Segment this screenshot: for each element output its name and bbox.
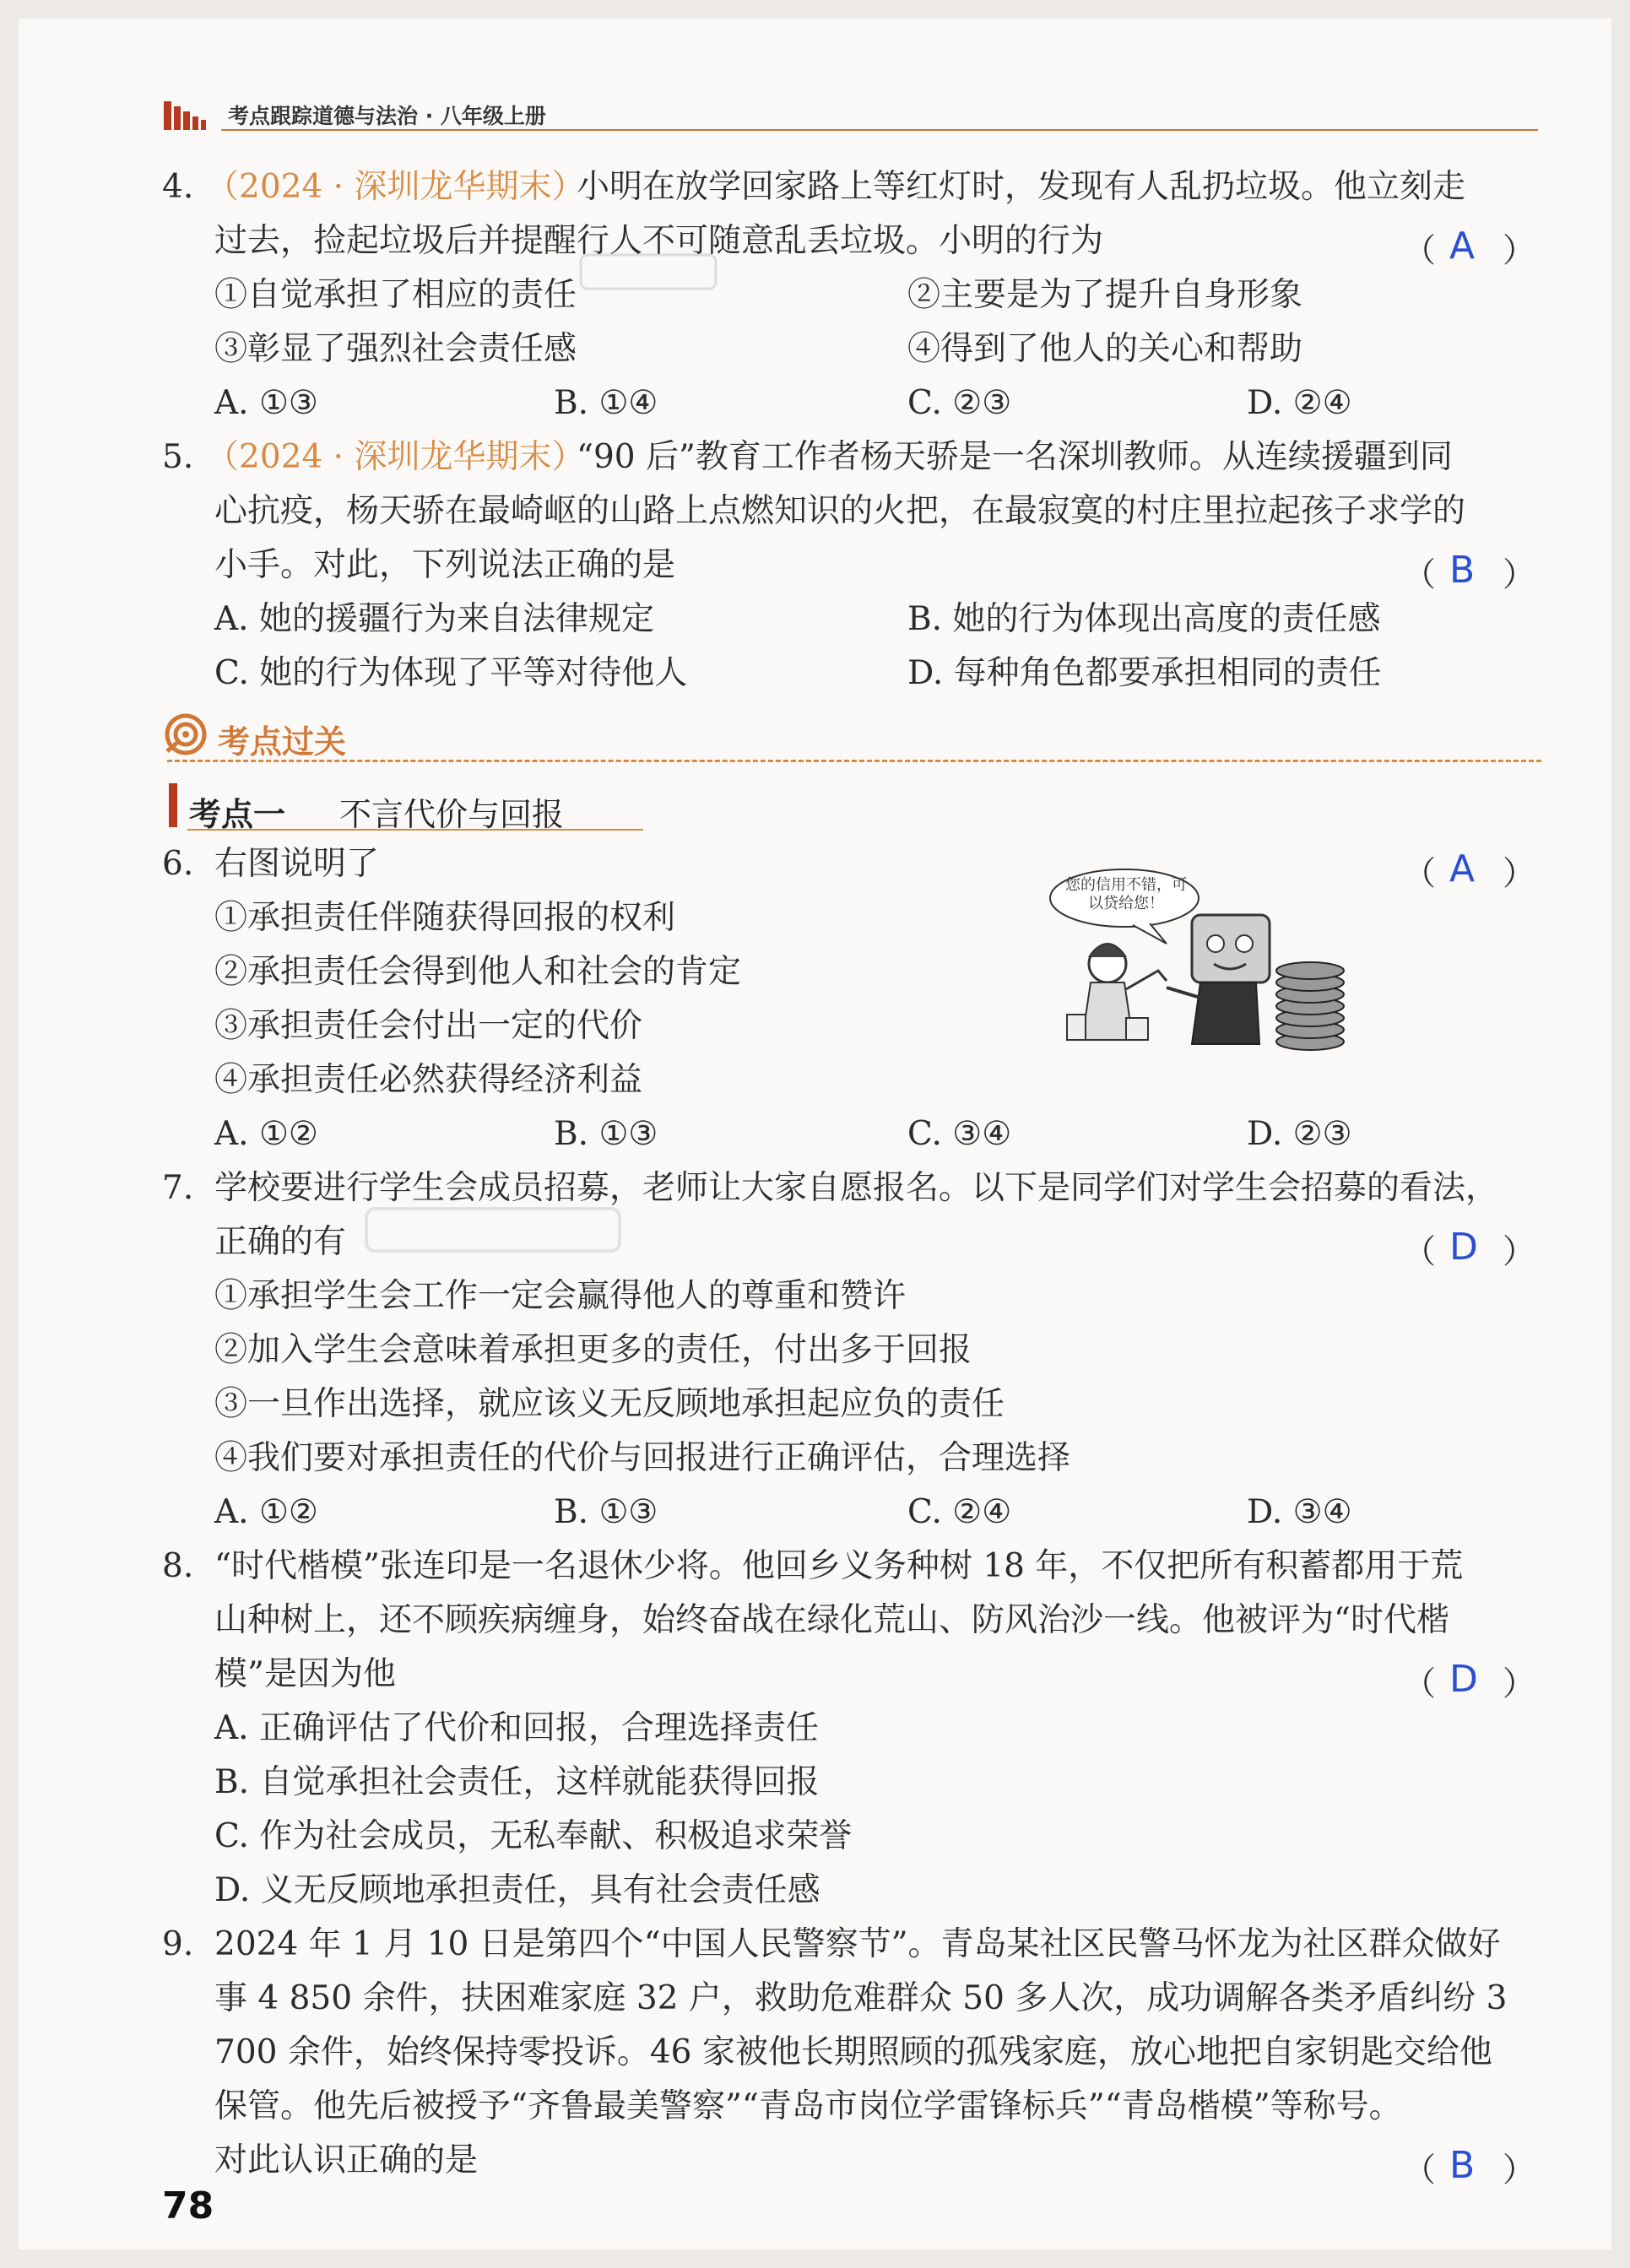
page	[19, 19, 1611, 2249]
section-divider	[167, 760, 1541, 762]
q7-answer: D	[1449, 1226, 1478, 1269]
q5-option-c: C. 她的行为体现了平等对待他人	[214, 654, 688, 692]
q7-option-a: A. ①②	[214, 1493, 318, 1531]
q5-line-2: 心抗疫，杨天骄在最崎岖的山路上点燃知识的火把，在最寂寞的村庄里拉起孩子求学的	[214, 492, 1466, 530]
q8-option-c: C. 作为社会成员，无私奉献、积极追求荣誉	[214, 1817, 853, 1855]
kaodian-bar	[169, 783, 177, 827]
q7-statement-4: ④我们要对承担责任的代价与回报进行正确评估，合理选择	[214, 1439, 1071, 1477]
header-logo-icon	[164, 96, 214, 130]
q5-option-d: D. 每种角色都要承担相同的责任	[907, 654, 1382, 692]
q8-option-b: B. 自觉承担社会责任，这样就能获得回报	[214, 1763, 820, 1801]
q9-number: 9.	[162, 1925, 194, 1963]
q9-paren-open: （	[1403, 2152, 1437, 2190]
q5-paren-close: ）	[1503, 556, 1536, 594]
q4-line-1: 小明在放学回家路上等红灯时，发现有人乱扔垃圾。他立刻走	[577, 168, 1466, 206]
q6-paren-close: ）	[1503, 855, 1536, 893]
watermark-1	[576, 246, 728, 297]
target-icon	[164, 712, 208, 756]
q9-paren-close: ）	[1503, 2152, 1536, 2190]
q8-option-a: A. 正确评估了代价和回报，合理选择责任	[214, 1709, 819, 1747]
q8-line-3: 模”是因为他	[214, 1655, 396, 1693]
q5-line-3: 小手。对此，下列说法正确的是	[214, 546, 676, 584]
header-divider	[221, 129, 1538, 131]
q6-number: 6.	[162, 845, 194, 883]
q7-statement-2: ②加入学生会意味着承担更多的责任，付出多于回报	[214, 1331, 972, 1369]
q9-line-1: 2024 年 1 月 10 日是第四个“中国人民警察节”。青岛某社区民警马怀龙为社区群众做好	[214, 1925, 1501, 1963]
q8-answer: D	[1449, 1658, 1478, 1701]
q6-paren-open: （	[1403, 855, 1437, 893]
q4-paren-close: ）	[1503, 232, 1536, 270]
q9-line-5: 对此认识正确的是	[214, 2141, 479, 2179]
kaodian-name: 不言代价与回报	[339, 796, 565, 833]
q6-answer: A	[1449, 847, 1476, 890]
q8-option-d: D. 义无反顾地承担责任，具有社会责任感	[214, 1871, 820, 1909]
q4-answer: A	[1449, 225, 1476, 268]
q9-line-4: 保管。他先后被授予“齐鲁最美警察”“青岛市岗位学雷锋标兵”“青岛楷模”等称号。	[214, 2087, 1402, 2125]
q7-paren-open: （	[1403, 1233, 1437, 1271]
q9-answer: B	[1449, 2144, 1476, 2187]
q4-option-d: D. ②④	[1247, 384, 1352, 422]
q5-source: （2024 · 深圳龙华期末）	[206, 438, 585, 476]
q7-paren-close: ）	[1503, 1233, 1536, 1271]
q4-number: 4.	[162, 168, 194, 206]
q7-option-c: C. ②④	[907, 1493, 1012, 1531]
q5-paren-open: （	[1403, 556, 1437, 594]
header-title: 考点跟踪道德与法治 · 八年级上册	[228, 104, 546, 128]
q4-option-c: C. ②③	[907, 384, 1012, 422]
q9-line-3: 700 余件，始终保持零投诉。46 家被他长期照顾的孤残家庭，放心地把自家钥匙交给他	[214, 2033, 1492, 2071]
q7-line-1: 学校要进行学生会成员招募，老师让大家自愿报名。以下是同学们对学生会招募的看法，	[214, 1169, 1499, 1207]
q4-statement-1: ①自觉承担了相应的责任	[214, 276, 577, 314]
q8-number: 8.	[162, 1547, 194, 1585]
page-number: 78	[162, 2184, 214, 2227]
q7-line-2: 正确的有	[214, 1223, 347, 1261]
q7-statement-3: ③一旦作出选择，就应该义无反顾地承担起应负的责任	[214, 1385, 1005, 1423]
q7-option-d: D. ③④	[1247, 1493, 1352, 1531]
q5-answer: B	[1449, 549, 1476, 592]
q9-line-2: 事 4 850 余件，扶困难家庭 32 户，救助危难群众 50 多人次，成功调解各类矛盾纠纷 3	[214, 1979, 1508, 2017]
q5-option-b: B. 她的行为体现出高度的责任感	[907, 600, 1381, 638]
q6-statement-1: ①承担责任伴随获得回报的权利	[214, 899, 676, 937]
q6-option-b: B. ①③	[554, 1115, 658, 1153]
q5-option-a: A. 她的援疆行为来自法律规定	[214, 600, 654, 638]
q5-number: 5.	[162, 438, 194, 476]
q7-option-b: B. ①③	[554, 1493, 658, 1531]
q4-statement-3: ③彰显了强烈社会责任感	[214, 330, 577, 368]
q4-option-b: B. ①④	[554, 384, 658, 422]
q6-option-d: D. ②③	[1247, 1115, 1352, 1153]
q6-option-a: A. ①②	[214, 1115, 318, 1153]
q6-cartoon-speech: 您的信用不错，可以贷给您！	[1065, 876, 1187, 912]
q8-line-1: “时代楷模”张连印是一名退休少将。他回乡义务种树 18 年，不仅把所有积蓄都用于荒	[214, 1547, 1464, 1585]
kaodian-underline	[187, 829, 643, 831]
q4-paren-open: （	[1403, 232, 1437, 270]
q7-number: 7.	[162, 1169, 194, 1207]
q5-line-1: “90 后”教育工作者杨天骄是一名深圳教师。从连续援疆到同	[577, 438, 1453, 476]
q6-cartoon	[1048, 863, 1352, 1057]
q6-statement-3: ③承担责任会付出一定的代价	[214, 1007, 643, 1045]
section-title: 考点过关	[218, 723, 347, 761]
q6-statement-2: ②承担责任会得到他人和社会的肯定	[214, 953, 742, 991]
q4-statement-4: ④得到了他人的关心和帮助	[907, 330, 1303, 368]
q8-line-2: 山种树上，还不顾疾病缠身，始终奋战在绿化荒山、防风治沙一线。他被评为“时代楷	[214, 1601, 1449, 1639]
q6-option-c: C. ③④	[907, 1115, 1012, 1153]
q7-statement-1: ①承担学生会工作一定会赢得他人的尊重和赞许	[214, 1277, 907, 1315]
q4-statement-2: ②主要是为了提升自身形象	[907, 276, 1303, 314]
q8-paren-open: （	[1403, 1665, 1437, 1703]
q6-statement-4: ④承担责任必然获得经济利益	[214, 1061, 643, 1099]
kaodian-label: 考点一	[189, 796, 286, 833]
q6-line-1: 右图说明了	[214, 845, 380, 883]
q4-line-2: 过去，捡起垃圾后并提醒行人不可随意乱丢垃圾。小明的行为	[214, 222, 1104, 260]
q4-option-a: A. ①③	[214, 384, 318, 422]
q8-paren-close: ）	[1503, 1665, 1536, 1703]
q4-source: （2024 · 深圳龙华期末）	[206, 168, 585, 206]
watermark-2	[361, 1200, 631, 1259]
